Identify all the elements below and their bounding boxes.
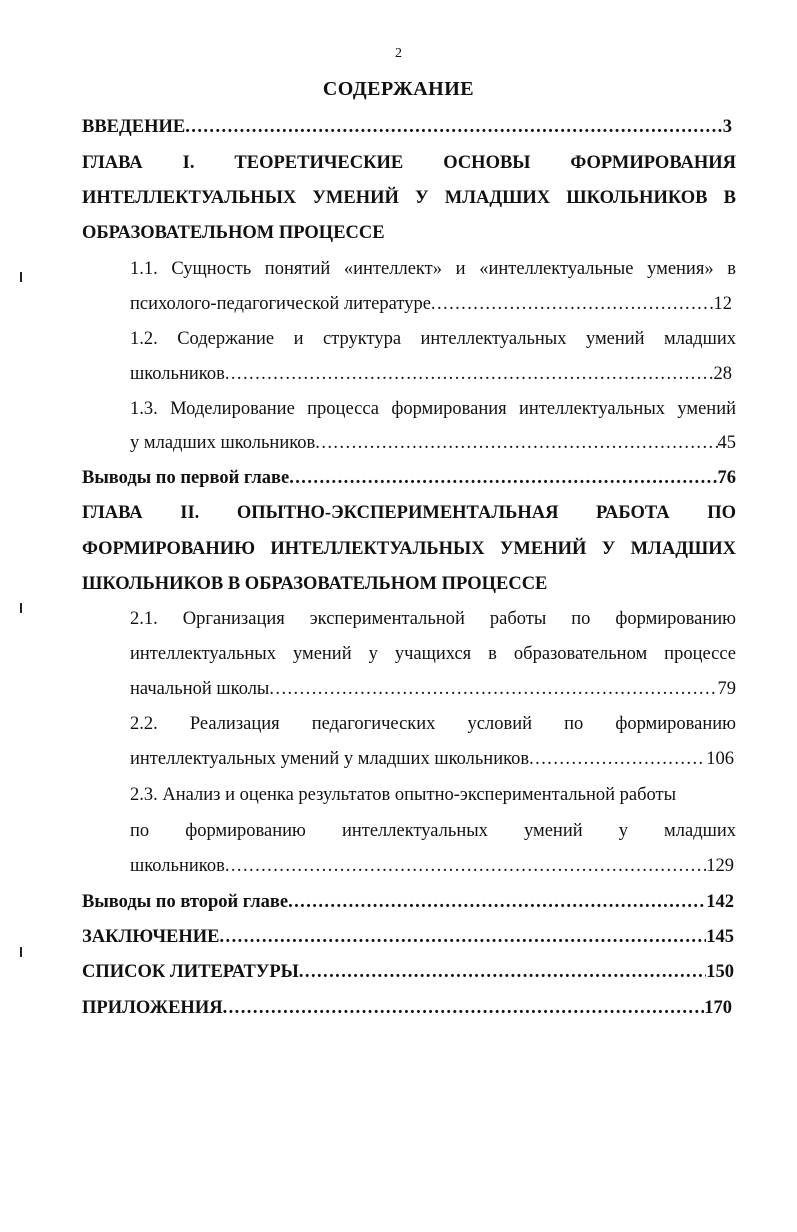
section-2-2-line-1[interactable]: 2.2. Реализация педагогических условий по формированию — [130, 714, 736, 734]
section-2-2-line-2[interactable] — [130, 746, 734, 772]
section-2-3-line-3[interactable] — [130, 853, 734, 879]
entry-page: 12 — [713, 294, 732, 314]
scan-mark — [20, 272, 22, 282]
entry-page: 28 — [713, 364, 732, 384]
page-number: 2 — [395, 46, 402, 61]
section-2-1-line-3[interactable] — [130, 676, 736, 702]
entry-label: ВВЕДЕНИЕ — [82, 117, 186, 137]
entry-page: 76 — [717, 468, 736, 488]
section-1-3-line-2[interactable] — [130, 430, 736, 456]
entry-page: 142 — [706, 892, 734, 912]
entry-label: интеллектуальных умений у младших школьников — [130, 749, 530, 769]
toc-title: СОДЕРЖАНИЕ — [322, 78, 475, 100]
chapter-2-heading-line-2[interactable]: ФОРМИРОВАНИЮ ИНТЕЛЛЕКТУАЛЬНЫХ УМЕНИЙ У МЛАДШИХ — [82, 539, 736, 559]
section-1-1-line-2[interactable] — [130, 291, 732, 317]
section-1-3-line-1[interactable]: 1.3. Моделирование процесса формирования интеллектуальных умений — [130, 399, 736, 419]
section-2-1-line-2[interactable]: интеллектуальных умений у учащихся в образовательном процессе — [130, 644, 736, 664]
chapter-2-heading-line-1[interactable]: ГЛАВА II. ОПЫТНО-ЭКСПЕРИМЕНТАЛЬНАЯ РАБОТА ПО — [82, 503, 736, 523]
toc-entry-introduction[interactable] — [82, 114, 732, 140]
scan-mark — [20, 603, 22, 613]
toc-entry-conclusion[interactable] — [82, 924, 734, 950]
chapter-2-conclusion[interactable] — [82, 889, 734, 915]
entry-page: 106 — [706, 749, 734, 769]
toc-entry-bibliography[interactable] — [82, 959, 734, 985]
entry-label: ПРИЛОЖЕНИЯ — [82, 998, 223, 1018]
chapter-1-conclusion[interactable] — [82, 465, 736, 491]
entry-label: школьников — [130, 364, 225, 384]
toc-entry-appendices[interactable] — [82, 995, 732, 1021]
entry-page: 129 — [706, 856, 734, 876]
chapter-1-heading-line-1[interactable]: ГЛАВА I. ТЕОРЕТИЧЕСКИЕ ОСНОВЫ ФОРМИРОВАНИЯ — [82, 153, 736, 173]
entry-label: у младших школьников — [130, 433, 316, 453]
entry-page: 3 — [722, 117, 732, 137]
entry-page: 170 — [704, 998, 732, 1018]
chapter-1-heading-line-2[interactable]: ИНТЕЛЛЕКТУАЛЬНЫХ УМЕНИЙ У МЛАДШИХ ШКОЛЬНИКОВ В — [82, 188, 736, 208]
entry-label: психолого-педагогической литературе — [130, 294, 431, 314]
entry-label: школьников — [130, 856, 225, 876]
entry-label: ЗАКЛЮЧЕНИЕ — [82, 927, 220, 947]
entry-page: 145 — [706, 927, 734, 947]
section-1-2-line-2[interactable] — [130, 361, 732, 387]
entry-label: СПИСОК ЛИТЕРАТУРЫ — [82, 962, 299, 982]
entry-page: 45 — [717, 433, 736, 453]
section-2-1-line-1[interactable]: 2.1. Организация экспериментальной работы по формированию — [130, 609, 736, 629]
chapter-2-heading-line-3[interactable]: ШКОЛЬНИКОВ В ОБРАЗОВАТЕЛЬНОМ ПРОЦЕССЕ — [82, 574, 548, 594]
entry-page: 79 — [717, 679, 736, 699]
scan-mark — [20, 947, 22, 957]
section-1-1-line-1[interactable]: 1.1. Сущность понятий «интеллект» и «интеллектуальные умения» в — [130, 259, 736, 279]
chapter-1-heading-line-3[interactable]: ОБРАЗОВАТЕЛЬНОМ ПРОЦЕССЕ — [82, 223, 385, 243]
entry-label: начальной школы — [130, 679, 270, 699]
section-1-2-line-1[interactable]: 1.2. Содержание и структура интеллектуальных умений младших — [130, 329, 736, 349]
entry-label: Выводы по первой главе — [82, 468, 290, 488]
entry-label: Выводы по второй главе — [82, 892, 289, 912]
section-2-3-line-2[interactable]: по формированию интеллектуальных умений у младших — [130, 821, 736, 841]
section-2-3-line-1[interactable]: 2.3. Анализ и оценка результатов опытно-экспериментальной работы — [130, 785, 677, 805]
entry-page: 150 — [706, 962, 734, 982]
